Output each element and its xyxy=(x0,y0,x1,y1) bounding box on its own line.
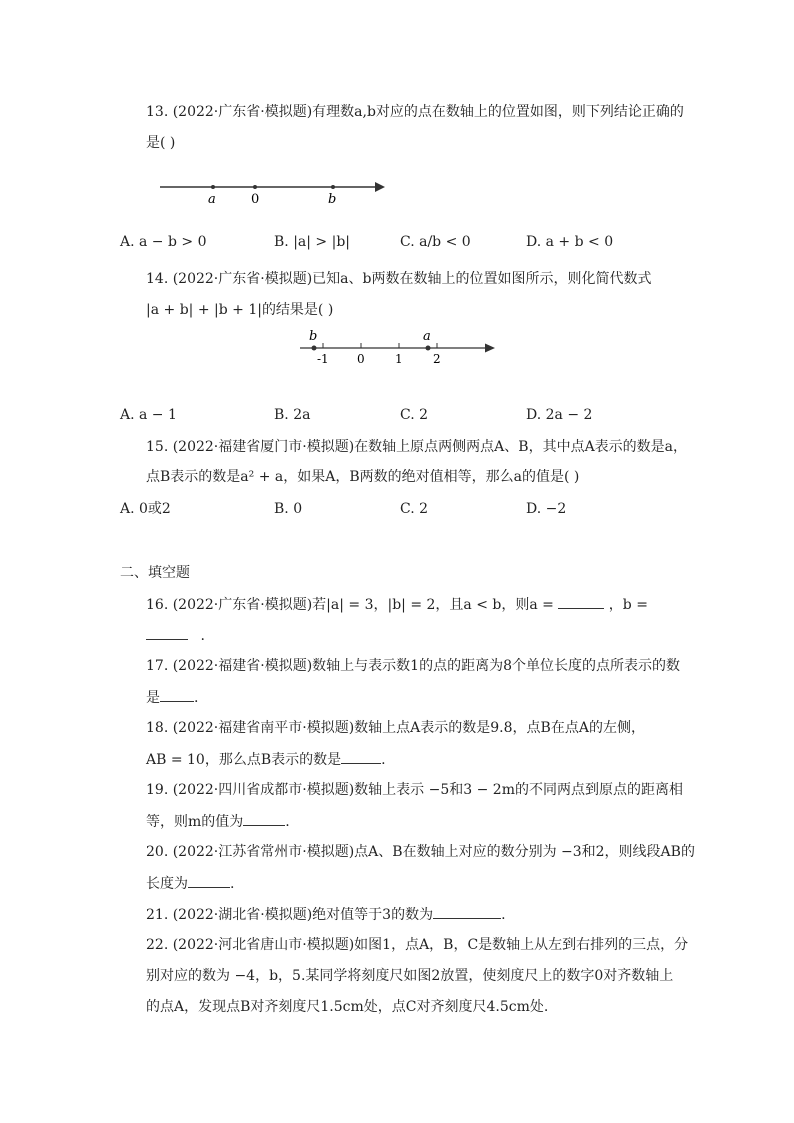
q14-number-line xyxy=(295,327,500,367)
q13-option-c[interactable]: C. a/b < 0 xyxy=(400,234,471,250)
q13-option-d[interactable]: D. a + b < 0 xyxy=(526,234,614,250)
q16-stem-line1 xyxy=(146,594,648,615)
q15-stem-line2: 点B表示的数是a² + a，如果A，B两数的绝对值相等，那么a的值是( ) xyxy=(146,469,580,485)
q19-stem-line2 xyxy=(146,811,290,832)
q15-option-c[interactable]: C. 2 xyxy=(400,501,429,517)
q14-label-a: a xyxy=(423,329,431,344)
q17-stem-line1: 17. (2022·福建省·模拟题)数轴上与表示数1的点的距离为8个单位长度的点所表示的数 xyxy=(146,658,680,674)
q14-tick-neg1: -1 xyxy=(317,352,329,366)
q21-stem-line1 xyxy=(146,904,506,925)
q21-period: . xyxy=(501,907,506,923)
q22-stem-line1: 22. (2022·河北省唐山市·模拟题)如图1，点A，B，C是数轴上从左到右排列的三点，分 xyxy=(146,937,689,953)
section-heading-fill-in: 二、填空题 xyxy=(120,565,190,581)
q15-option-b[interactable]: B. 0 xyxy=(274,501,303,517)
q13-label-a: a xyxy=(208,192,216,207)
q20-stem-line2 xyxy=(146,873,234,894)
q14-tick-1: 1 xyxy=(395,352,403,366)
q13-stem-line2: 是( ) xyxy=(146,135,176,151)
q16-text-b: ，b = xyxy=(608,597,648,613)
q13-option-b[interactable]: B. |a| > |b| xyxy=(274,234,350,250)
q16-blank-a[interactable] xyxy=(558,594,604,609)
q20-stem-line1: 20. (2022·江苏省常州市·模拟题)点A、B在数轴上对应的数分别为 −3和2，则线段AB的 xyxy=(146,844,695,860)
q18-stem-line1: 18. (2022·福建省南平市·模拟题)数轴上点A表示的数是9.8，点B在点A的左侧， xyxy=(146,720,645,736)
q21-blank[interactable] xyxy=(433,904,501,919)
q19-stem-line1: 19. (2022·四川省成都市·模拟题)数轴上表示 −5和3 − 2m的不同两点到原点的距离相 xyxy=(146,782,683,798)
q15-stem-line1: 15. (2022·福建省厦门市·模拟题)在数轴上原点两侧两点A、B，其中点A表示的数是a， xyxy=(146,439,688,455)
q14-option-b[interactable]: B. 2a xyxy=(274,407,311,423)
q17-period: . xyxy=(194,690,199,706)
q19-period: . xyxy=(285,814,290,830)
q14-label-b: b xyxy=(309,329,318,344)
q13-option-a[interactable]: A. a − b > 0 xyxy=(120,234,207,250)
q14-option-a[interactable]: A. a − 1 xyxy=(120,407,177,423)
q20-text: 长度为 xyxy=(146,876,188,892)
q20-period: . xyxy=(230,876,235,892)
q16-text-a: 16. (2022·广东省·模拟题)若|a| = 3，|b| = 2，且a < b，则a = xyxy=(146,597,559,613)
q13-label-0: 0 xyxy=(251,192,260,207)
q14-stem-line1: 14. (2022·广东省·模拟题)已知a、b两数在数轴上的位置如图所示，则化简代数式 xyxy=(146,271,652,287)
q18-blank[interactable] xyxy=(341,749,381,764)
q17-blank[interactable] xyxy=(160,687,194,702)
q22-stem-line2: 别对应的数为 −4，b，5.某同学将刻度尺如图2放置，使刻度尺上的数字0对齐数轴上 xyxy=(146,968,674,984)
q18-period: . xyxy=(381,752,386,768)
q13-label-b: b xyxy=(328,192,337,207)
q15-option-d[interactable]: D. −2 xyxy=(526,501,567,517)
q15-option-a[interactable]: A. 0或2 xyxy=(120,501,171,517)
q19-blank[interactable] xyxy=(243,811,285,826)
q17-stem-line2 xyxy=(146,687,198,708)
q14-stem-line2: |a + b| + |b + 1|的结果是( ) xyxy=(146,302,334,318)
q14-option-c[interactable]: C. 2 xyxy=(400,407,429,423)
q16-period: . xyxy=(200,628,205,644)
q16-stem-line2 xyxy=(146,625,205,646)
q17-text: 是 xyxy=(146,690,160,706)
q21-text: 21. (2022·湖北省·模拟题)绝对值等于3的数为 xyxy=(146,907,434,923)
q19-text: 等，则m的值为 xyxy=(146,814,244,830)
q14-tick-2: 2 xyxy=(433,352,441,366)
q20-blank[interactable] xyxy=(188,873,230,888)
q16-blank-b[interactable] xyxy=(146,625,188,640)
q13-stem-line1: 13. (2022·广东省·模拟题)有理数a,b对应的点在数轴上的位置如图，则下列结论正确的 xyxy=(146,104,684,120)
q22-stem-line3: 的点A，发现点B对齐刻度尺1.5cm处，点C对齐刻度尺4.5cm处. xyxy=(146,999,549,1015)
q18-text: AB = 10，那么点B表示的数是 xyxy=(146,752,342,768)
q14-option-d[interactable]: D. 2a − 2 xyxy=(526,407,593,423)
q18-stem-line2 xyxy=(146,749,386,770)
q13-number-line xyxy=(155,175,390,210)
q14-tick-0: 0 xyxy=(357,352,365,366)
